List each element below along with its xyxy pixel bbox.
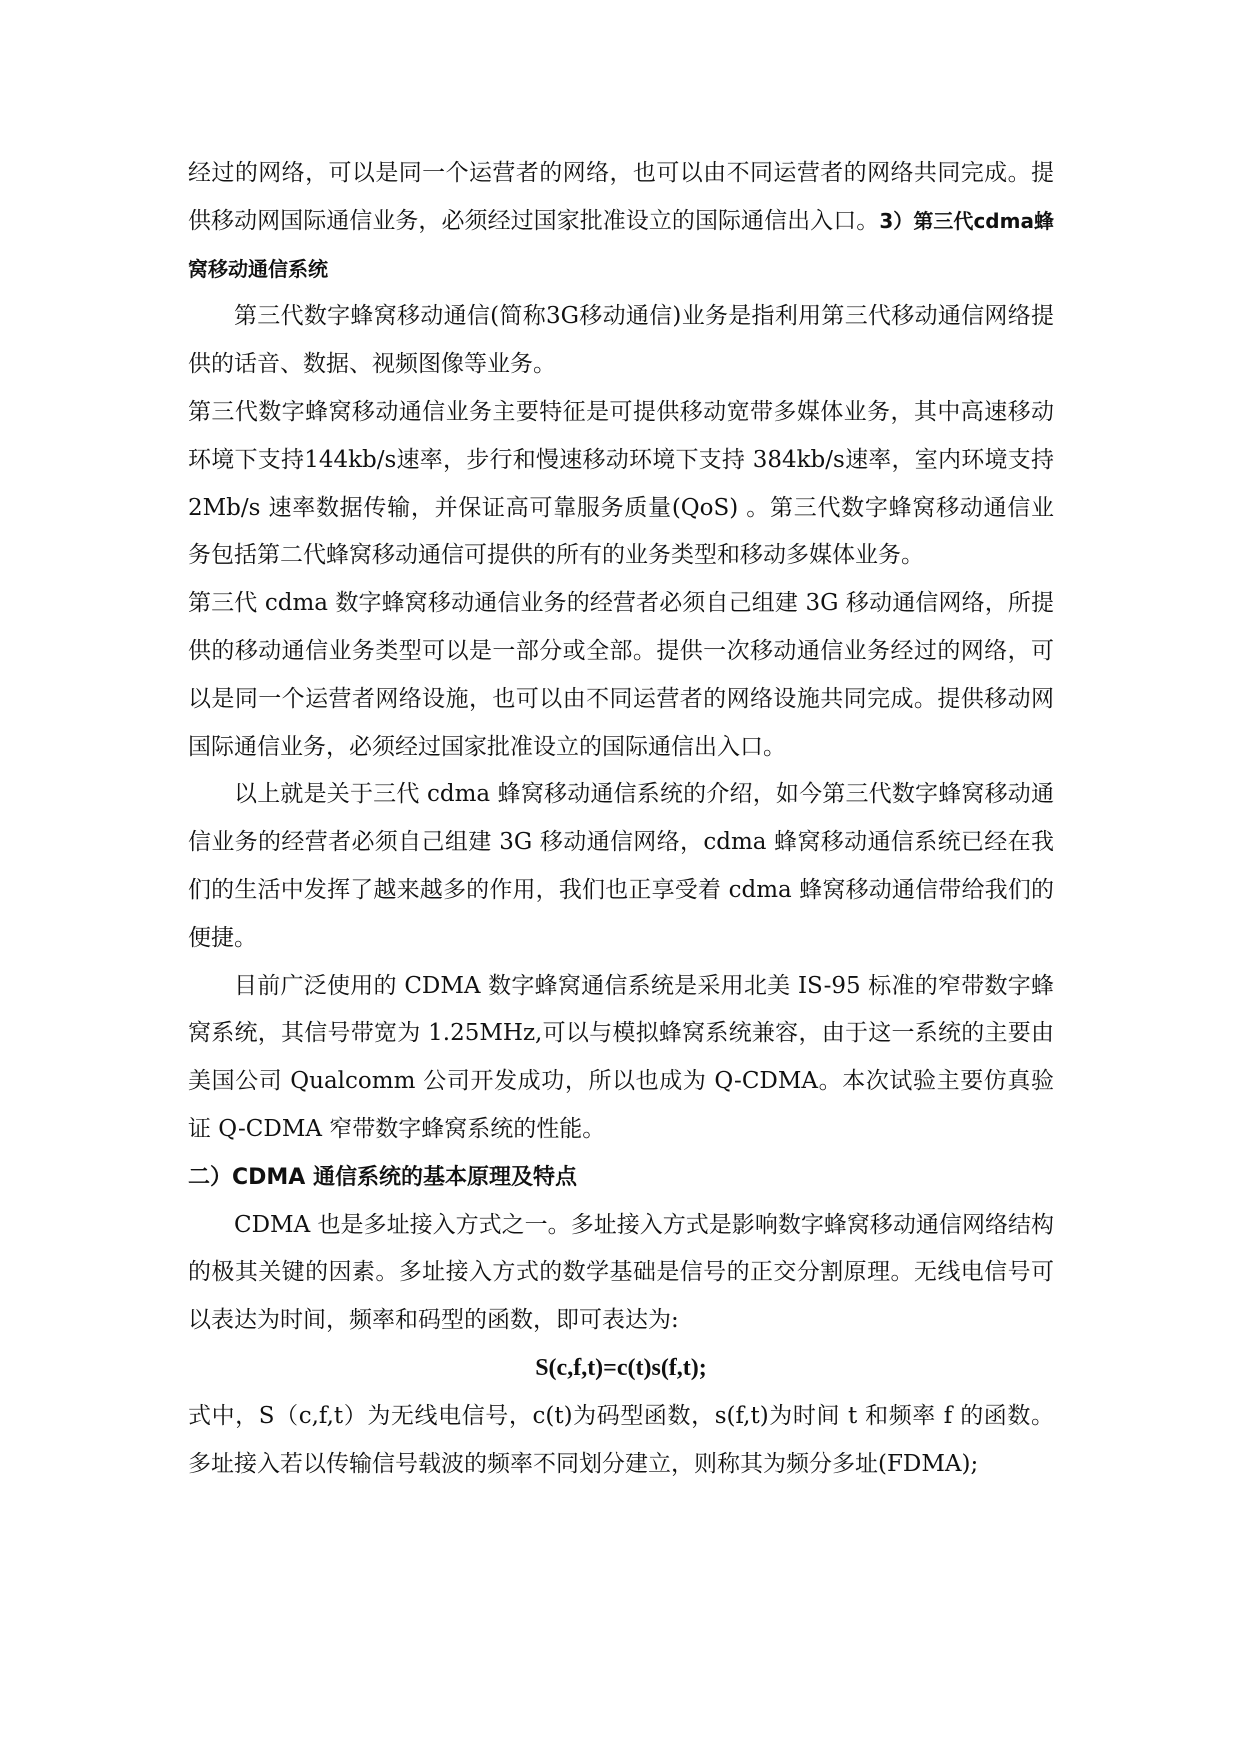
formula-signal: S(c,f,t)=c(t)s(f,t); — [535, 1354, 707, 1381]
section-heading-3g: 3）第三代cdma蜂窝移动通信系统 — [188, 208, 1054, 281]
document-body — [188, 150, 1054, 1488]
paragraph-text: 经过的网络，可以是同一个运营者的网络，也可以由不同运营者的网络共同完成。提供移动网国际通信业务，必须经过国家批准设立的国际通信出入口。 — [188, 160, 1054, 234]
section-heading-cdma-principles: 二）CDMA 通信系统的基本原理及特点 — [188, 1164, 577, 1190]
paragraph-3g-operators: 第三代 cdma 数字蜂窝移动通信业务的经营者必须自己组建 3G 移动通信网络，所提供的移动通信业务类型可以是一部分或全部。提供一次移动通信业务经过的网络，可以是同一个运营者网络设施，也可以由不同运营者的网络设施共同完成。提供移动网国际通信业务，必须经过国家批准设立的国际通信出入口。 — [188, 590, 1054, 760]
paragraph-qcdma: 目前广泛使用的 CDMA 数字蜂窝通信系统是采用北美 IS-95 标准的窄带数字蜂窝系统，其信号带宽为 1.25MHz,可以与模拟蜂窝系统兼容，由于这一系统的主要由美国公司 Qualcomm 公司开发成功，所以也成为 Q-CDMA。本次试验主要仿真验证 Q-CDMA 窄带数字蜂窝系统的性能。 — [188, 972, 1054, 1142]
paragraph-cdma-intro: CDMA 也是多址接入方式之一。多址接入方式是影响数字蜂窝移动通信网络结构的极其关键的因素。多址接入方式的数学基础是信号的正交分割原理。无线电信号可以表达为时间，频率和码型的函数，即可表达为: — [188, 1211, 1054, 1334]
paragraph-3g-definition: 第三代数字蜂窝移动通信(简称3G移动通信)业务是指利用第三代移动通信网络提供的话音、数据、视频图像等业务。 — [188, 303, 1054, 378]
paragraph-continuation — [188, 150, 1054, 293]
paragraph-3g-features: 第三代数字蜂窝移动通信业务主要特征是可提供移动宽带多媒体业务，其中高速移动环境下支持144kb/s速率，步行和慢速移动环境下支持 384kb/s速率，室内环境支持 2Mb/s 速率数据传输，并保证高可靠服务质量(QoS) 。第三代数字蜂窝移动通信业务包括第二代蜂窝移动通信可提供的所有的业务类型和移动多媒体业务。 — [188, 398, 1054, 569]
paragraph-summary: 以上就是关于三代 cdma 蜂窝移动通信系统的介绍，如今第三代数字蜂窝移动通信业务的经营者必须自己组建 3G 移动通信网络，cdma 蜂窝移动通信系统已经在我们的生活中发挥了越来越多的作用，我们也正享受着 cdma 蜂窝移动通信带给我们的便捷。 — [188, 781, 1054, 951]
paragraph-formula-explanation: 式中，S（c,f,t）为无线电信号，c(t)为码型函数，s(f,t)为时间 t 和频率 f 的函数。多址接入若以传输信号载波的频率不同划分建立，则称其为频分多址(FDMA); — [188, 1402, 1054, 1477]
